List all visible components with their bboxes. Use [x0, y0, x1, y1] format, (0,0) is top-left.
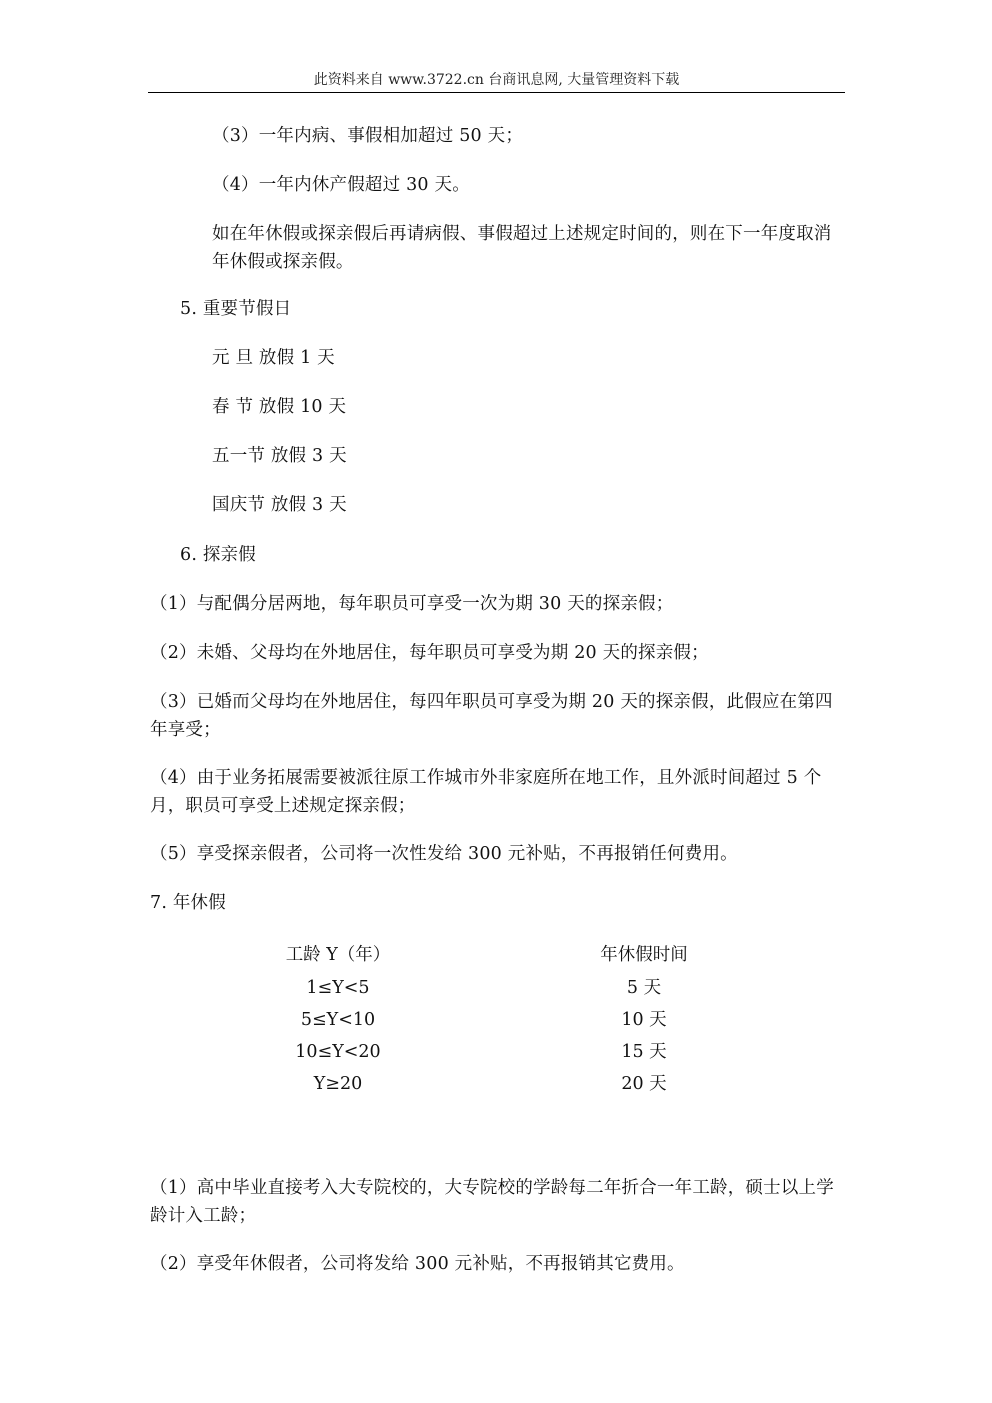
holiday-may-day: 五一节 放假 3 天 — [212, 446, 347, 466]
table-header-leave: 年休假时间 — [600, 945, 688, 965]
family-leave-3: （3）已婚而父母均在外地居住，每四年职员可享受为期 20 天的探亲假，此假应在第四年享受； — [150, 692, 833, 740]
annual-leave-2: （2）享受年休假者，公司将发给 300 元补贴，不再报销其它费用。 — [150, 1254, 685, 1274]
section-7-title: 7. 年休假 — [150, 893, 226, 913]
holiday-spring: 春 节 放假 10 天 — [212, 397, 347, 417]
table-cell: 10≤Y<20 — [295, 1042, 381, 1062]
table-header-seniority: 工龄 Y（年） — [285, 945, 391, 965]
family-leave-4: （4）由于业务拓展需要被派往原工作城市外非家庭所在地工作，且外派时间超过 5 个月，职员可享受上述规定探亲假； — [150, 768, 822, 816]
annual-leave-1: （1）高中毕业直接考入大专院校的，大专院校的学龄每二年折合一年工龄，硕士以上学龄计入工龄； — [150, 1178, 834, 1226]
item-3: （3）一年内病、事假相加超过 50 天； — [212, 126, 524, 146]
table-cell: 15 天 — [621, 1042, 667, 1062]
holiday-national: 国庆节 放假 3 天 — [212, 495, 347, 515]
family-leave-1: （1）与配偶分居两地，每年职员可享受一次为期 30 天的探亲假； — [150, 594, 674, 614]
leave-note: 如在年休假或探亲假后再请病假、事假超过上述规定时间的，则在下一年度取消年休假或探亲假。 — [212, 224, 832, 272]
family-leave-5: （5）享受探亲假者，公司将一次性发给 300 元补贴，不再报销任何费用。 — [150, 844, 738, 864]
section-5-title: 5. 重要节假日 — [180, 299, 292, 319]
table-cell: 5≤Y<10 — [300, 1010, 376, 1030]
table-cell: 20 天 — [621, 1074, 667, 1094]
holiday-new-year: 元 旦 放假 1 天 — [212, 348, 335, 368]
page-header: 此资料来自 www.3722.cn 台商讯息网, 大量管理资料下载 — [313, 72, 680, 88]
table-cell: 5 天 — [626, 978, 662, 998]
header-rule — [148, 92, 845, 93]
section-6-title: 6. 探亲假 — [180, 545, 256, 565]
table-cell: 10 天 — [621, 1010, 667, 1030]
family-leave-2: （2）未婚、父母均在外地居住，每年职员可享受为期 20 天的探亲假； — [150, 643, 709, 663]
table-cell: 1≤Y<5 — [306, 978, 370, 998]
table-cell: Y≥20 — [313, 1074, 363, 1094]
item-4: （4）一年内休产假超过 30 天。 — [212, 175, 470, 195]
